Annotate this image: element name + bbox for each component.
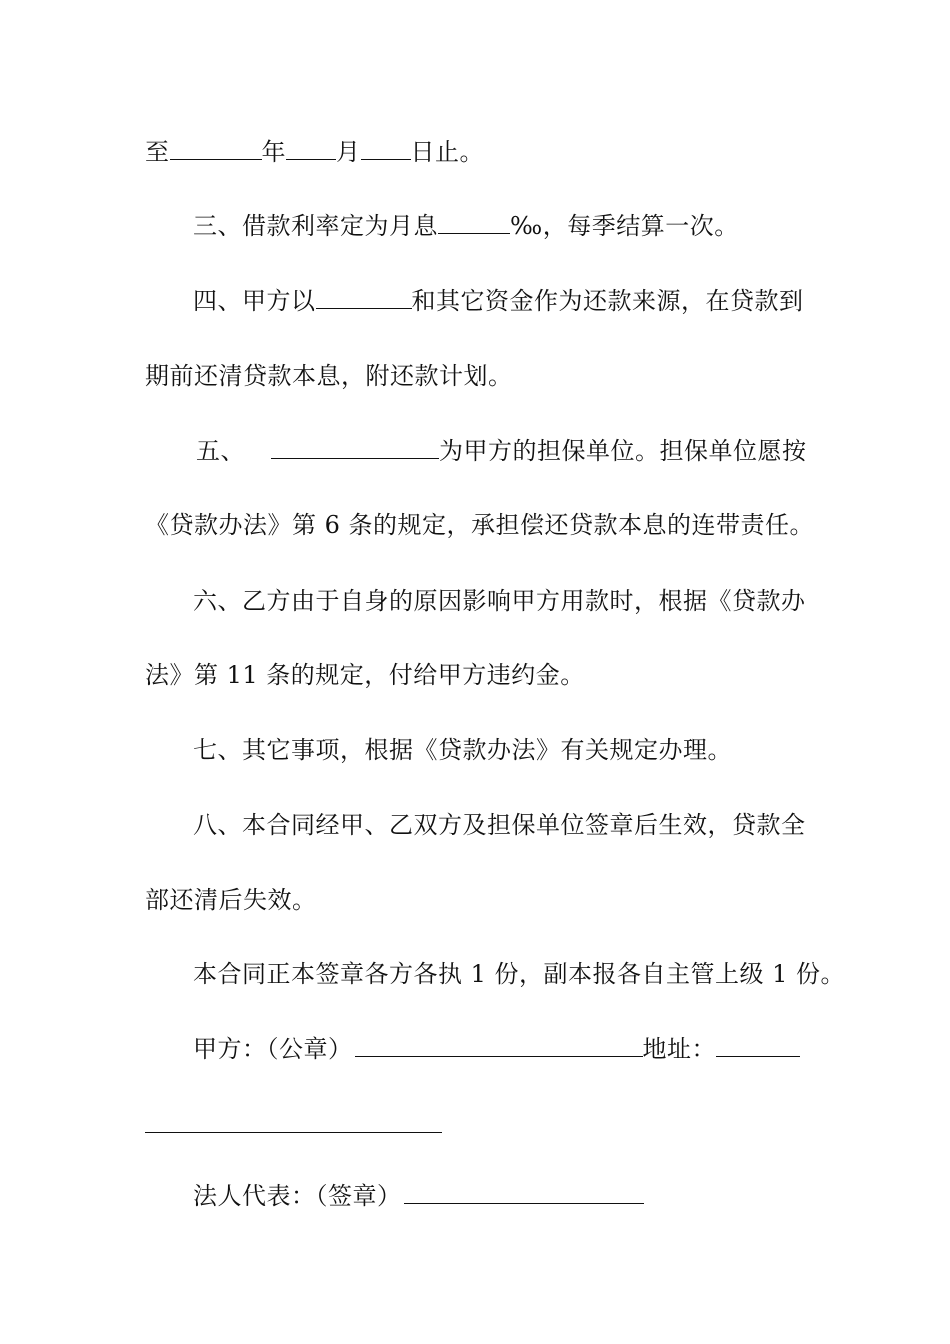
address-label: 地址： [642, 1035, 716, 1063]
clause-4-line-2: 期前还清贷款本息，附还款计划。 [145, 362, 513, 390]
clause-5-text-a: 五、 [196, 437, 245, 465]
blank-address [716, 1034, 800, 1057]
copies-clause: 本合同正本签章各方各执 1 份，副本报各自主管上级 1 份。 [193, 960, 846, 988]
blank-guarantor [271, 436, 439, 459]
clause-5-line-1 [196, 436, 807, 466]
clause-6-line-1: 六、乙方由于自身的原因影响甲方用款时，根据《贷款办 [193, 587, 806, 615]
text-zhi: 至 [145, 138, 170, 166]
party-a-line [193, 1034, 800, 1064]
party-a-label: 甲方：（公章） [193, 1035, 353, 1063]
clause-5-line-2: 《贷款办法》第 6 条的规定，承担偿还贷款本息的连带责任。 [145, 511, 815, 539]
blank-day [361, 137, 411, 160]
date-range-line [145, 137, 484, 167]
blank-interest-rate [438, 211, 510, 234]
blank-party-a-seal [355, 1034, 643, 1057]
clause-4-line-1 [193, 286, 804, 316]
clause-4-text-b: 和其它资金作为还款来源，在贷款到 [411, 287, 804, 315]
text-day-end: 日止。 [410, 138, 484, 166]
blank-month [286, 137, 336, 160]
clause-4-text-a: 四、甲方以 [193, 287, 316, 315]
blank-address-continued [145, 1132, 442, 1133]
text-month: 月 [336, 138, 361, 166]
clause-3 [193, 211, 739, 241]
clause-7: 七、其它事项，根据《贷款办法》有关规定办理。 [193, 736, 732, 764]
clause-3-text-b: ‰，每季结算一次。 [510, 212, 739, 240]
text-year: 年 [261, 138, 286, 166]
clause-3-text-a: 三、借款利率定为月息 [193, 212, 438, 240]
clause-8-line-2: 部还清后失效。 [145, 886, 317, 914]
clause-6-line-2: 法》第 11 条的规定，付给甲方违约金。 [145, 661, 585, 689]
blank-repayment-source [316, 286, 412, 309]
legal-rep-label: 法人代表：（签章） [193, 1182, 402, 1210]
clause-5-text-b: 为甲方的担保单位。担保单位愿按 [439, 437, 807, 465]
legal-rep-line [193, 1181, 644, 1211]
blank-year [170, 137, 262, 160]
blank-legal-rep-signature [404, 1181, 644, 1204]
clause-8-line-1: 八、本合同经甲、乙双方及担保单位签章后生效，贷款全 [193, 811, 806, 839]
